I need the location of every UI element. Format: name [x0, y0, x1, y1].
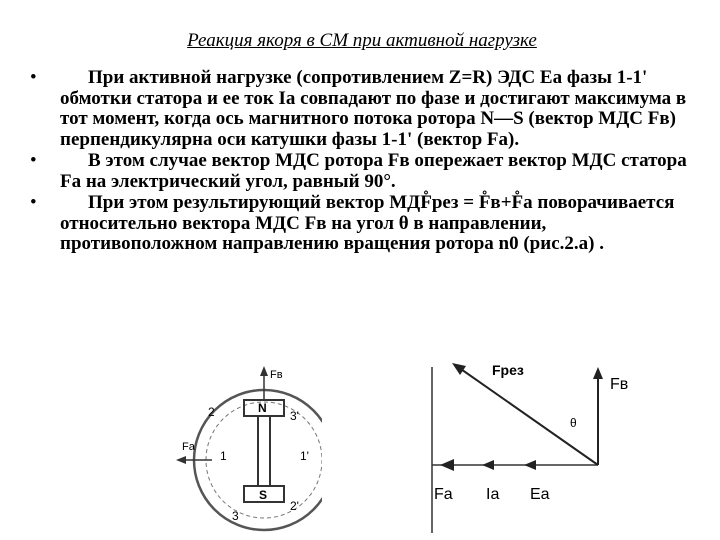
- fa-vector-arrowhead: [440, 459, 454, 471]
- fv-arrowhead: [260, 366, 268, 376]
- ia-vector-arrowhead: [482, 460, 494, 470]
- coil-1p-label: 1': [300, 449, 309, 463]
- bullet-marker: •: [30, 150, 37, 171]
- fa-vector-label: Fa: [434, 486, 453, 503]
- fa-label: Fa: [182, 441, 195, 453]
- bullet-marker: •: [30, 67, 37, 88]
- coil-3-label: 3: [232, 509, 239, 523]
- rotor-shaft: [258, 416, 270, 486]
- coil-1-label: 1: [220, 449, 227, 463]
- fv-label: Fв: [270, 369, 283, 381]
- bullet-text-2: В этом случае вектор МДС ротора Fв опережает вектор МДС статора Fа на электрический угол, равный 90°.: [60, 150, 687, 192]
- ia-vector-label: Ia: [486, 486, 500, 503]
- coil-2p-label: 2': [290, 499, 299, 513]
- slide-title: Реакция якоря в СМ при активной нагрузке: [187, 30, 537, 51]
- bullet-text-3: При этом результирующий вектор МДF̊рез = F̊в+F̊а поворачивается относительно вектора МДС Fв на угол θ в направлении, противоположном направлению вращения ротора n0 (рис.2.а) .: [60, 192, 675, 254]
- ea-vector-arrowhead: [524, 460, 536, 470]
- bullet-marker: •: [30, 192, 37, 213]
- bullet-item-1: [30, 68, 702, 150]
- fa-arrowhead: [176, 456, 186, 464]
- north-pole-label: N: [258, 401, 267, 415]
- ea-vector-label: Ea: [530, 486, 550, 503]
- fres-label: Fрез: [492, 362, 524, 378]
- fv-vector-label: Fв: [610, 376, 629, 393]
- theta-label: θ: [570, 416, 577, 430]
- bullet-item-2: [30, 151, 702, 192]
- vector-diagram-figure: [430, 355, 630, 535]
- south-pole-label: S: [259, 488, 268, 502]
- coil-2-label: 2: [208, 405, 215, 419]
- bullet-item-3: [30, 193, 702, 255]
- machine-cross-section-figure: [172, 360, 322, 535]
- bullet-list: [30, 68, 702, 256]
- fv-vector-arrowhead: [593, 367, 603, 379]
- fres-vector-line: [458, 367, 598, 465]
- bullet-text-1: При активной нагрузке (сопротивлением Z=R) ЭДС Еа фазы 1-1' обмотки статора и ее ток Iа совпадают по фазе и достигают максимума в тот момент, когда ось магнитного потока ротора N—S (вектор МДС Fв) перпендикулярна оси катушки фазы 1-1' (вектор Fа).: [60, 67, 687, 150]
- fres-vector-arrowhead: [452, 363, 466, 375]
- coil-3p-label: 3': [290, 409, 299, 423]
